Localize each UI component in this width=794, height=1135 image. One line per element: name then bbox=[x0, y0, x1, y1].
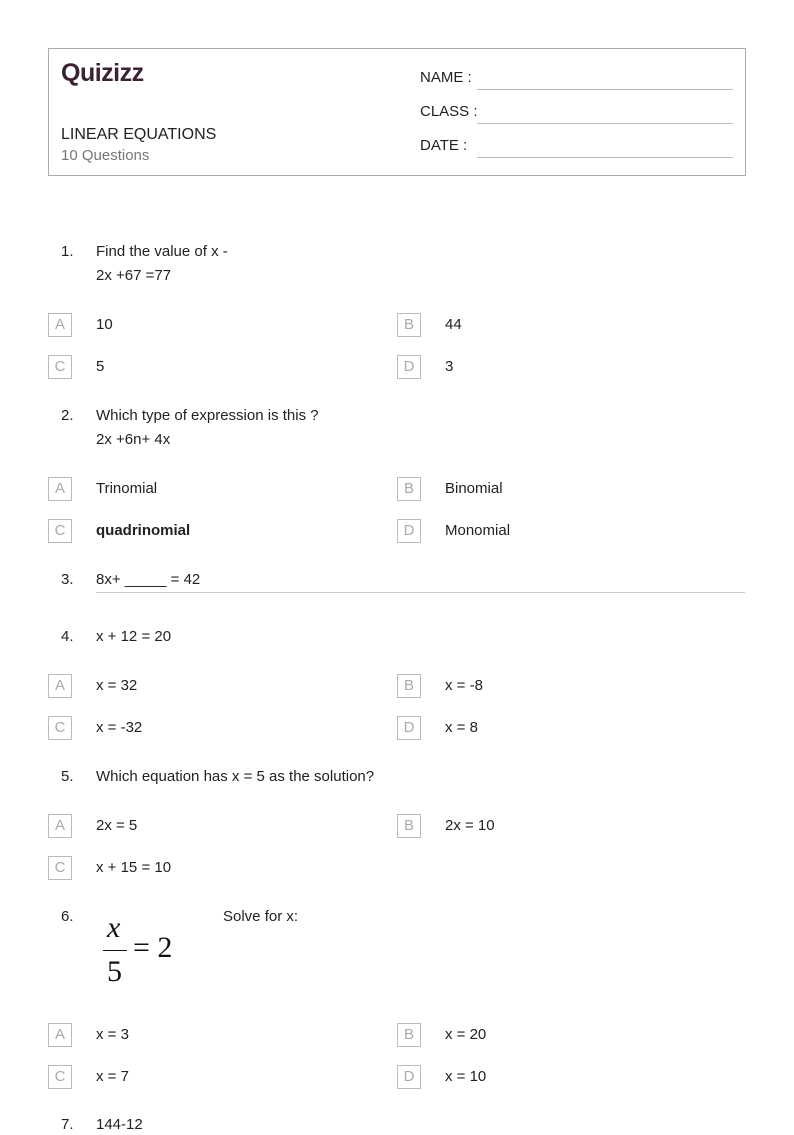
worksheet-title: LINEAR EQUATIONS bbox=[61, 126, 217, 143]
fraction-bar bbox=[103, 950, 127, 951]
question-count: 10 Questions bbox=[61, 147, 150, 164]
option-text: x = -8 bbox=[445, 677, 483, 694]
name-field[interactable] bbox=[477, 89, 733, 90]
question-number: 5. bbox=[61, 768, 74, 785]
option-box-a[interactable]: A bbox=[48, 814, 72, 838]
option-box-b[interactable]: B bbox=[397, 1023, 421, 1047]
equation-numerator: x bbox=[107, 911, 121, 944]
option-text: x = 7 bbox=[96, 1068, 129, 1085]
option-box-a[interactable]: A bbox=[48, 313, 72, 337]
class-field[interactable] bbox=[477, 123, 733, 124]
option-text: 44 bbox=[445, 316, 462, 333]
option-box-b[interactable]: B bbox=[397, 313, 421, 337]
option-text: Monomial bbox=[445, 522, 511, 539]
option-box-b[interactable]: B bbox=[397, 814, 421, 838]
question-text: 2x +67 =77 bbox=[96, 267, 172, 284]
option-box-a[interactable]: A bbox=[48, 477, 72, 501]
question-text: x + 12 = 20 bbox=[96, 628, 172, 645]
date-label: DATE : bbox=[420, 137, 468, 154]
option-box-c[interactable]: C bbox=[48, 355, 72, 379]
question-text: Solve for x: bbox=[223, 908, 299, 925]
option-box-d[interactable]: D bbox=[397, 1065, 421, 1089]
answer-line[interactable] bbox=[96, 592, 745, 593]
equation-rhs: = 2 bbox=[133, 931, 173, 964]
question-number: 4. bbox=[61, 628, 74, 645]
option-text: x = -32 bbox=[96, 719, 143, 736]
option-text: 3 bbox=[445, 358, 454, 375]
option-text: Trinomial bbox=[96, 480, 158, 497]
question-text: Which equation has x = 5 as the solution? bbox=[96, 768, 375, 785]
option-text: x = 32 bbox=[96, 677, 138, 694]
option-box-d[interactable]: D bbox=[397, 519, 421, 543]
question-number: 1. bbox=[61, 243, 74, 260]
option-text: 2x = 5 bbox=[96, 817, 138, 834]
question-text: Which type of expression is this ? bbox=[96, 407, 319, 424]
question-number: 7. bbox=[61, 1116, 74, 1133]
question-text: 2x +6n+ 4x bbox=[96, 431, 171, 448]
date-field[interactable] bbox=[477, 157, 733, 158]
option-text: quadrinomial bbox=[96, 522, 191, 539]
option-box-c[interactable]: C bbox=[48, 1065, 72, 1089]
name-label: NAME : bbox=[420, 69, 472, 86]
option-text: x = 8 bbox=[445, 719, 478, 736]
question-number: 3. bbox=[61, 571, 74, 588]
question-text: Find the value of x - bbox=[96, 243, 228, 260]
option-text: x = 10 bbox=[445, 1068, 487, 1085]
question-text: 144-12 bbox=[96, 1116, 143, 1133]
option-box-b[interactable]: B bbox=[397, 674, 421, 698]
option-text: x = 3 bbox=[96, 1026, 129, 1043]
option-text: x + 15 = 10 bbox=[96, 859, 172, 876]
option-text: Binomial bbox=[445, 480, 503, 497]
option-box-c[interactable]: C bbox=[48, 519, 72, 543]
option-box-c[interactable]: C bbox=[48, 856, 72, 880]
option-box-d[interactable]: D bbox=[397, 355, 421, 379]
equation-denominator: 5 bbox=[107, 955, 122, 988]
option-box-a[interactable]: A bbox=[48, 674, 72, 698]
option-text: 5 bbox=[96, 358, 105, 375]
class-label: CLASS : bbox=[420, 103, 478, 120]
option-box-d[interactable]: D bbox=[397, 716, 421, 740]
quizizz-logo: Quizizz bbox=[61, 59, 144, 87]
option-text: 10 bbox=[96, 316, 113, 333]
question-number: 2. bbox=[61, 407, 74, 424]
option-text: 2x = 10 bbox=[445, 817, 495, 834]
option-box-a[interactable]: A bbox=[48, 1023, 72, 1047]
option-box-c[interactable]: C bbox=[48, 716, 72, 740]
question-number: 6. bbox=[61, 908, 74, 925]
worksheet-header bbox=[48, 48, 746, 176]
question-text: 8x+ _____ = 42 bbox=[96, 571, 201, 588]
option-text: x = 20 bbox=[445, 1026, 487, 1043]
option-box-b[interactable]: B bbox=[397, 477, 421, 501]
